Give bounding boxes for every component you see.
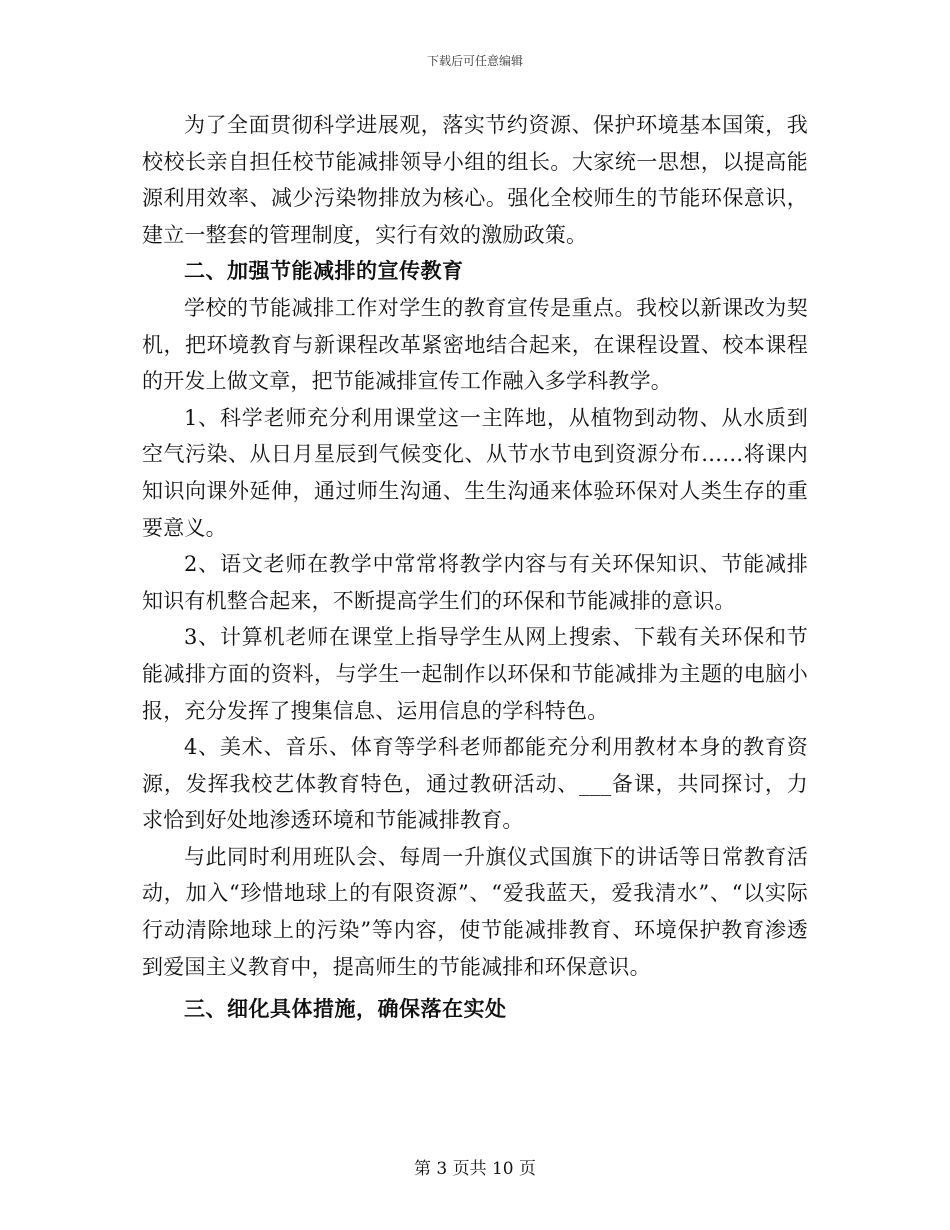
- paragraph-activities: 与此同时利用班队会、每周一升旗仪式国旗下的讲话等日常教育活动，加入“珍惜地球上的有限资源”、“爱我蓝天，爱我清水”、“以实际行动清除地球上的污染”等内容，使节能减排教育、环境保护教育渗透到爱国主义教育中，提高师生的节能减排和环保意识。: [142, 844, 808, 979]
- paragraph-publicity: 学校的节能减排工作对学生的教育宣传是重点。我校以新课改为契机，把环境教育与新课程改革紧密地结合起来，在课程设置、校本课程的开发上做文章，把节能减排宣传工作融入多学科教学。: [142, 295, 808, 394]
- paragraph-item-4: 4、美术、音乐、体育等学科老师都能充分利用教材本身的教育资源，发挥我校艺体教育特色，通过教研活动、___备课，共同探讨，力求恰到好处地渗透环境和节能减排教育。: [142, 735, 808, 833]
- page-footer: 第 3 页共 10 页: [413, 1159, 537, 1179]
- paragraph-item-2: 2、语文老师在教学中常常将教学内容与有关环保知识、节能减排知识有机整合起来，不断提高学生们的环保和节能减排的意识。: [142, 552, 808, 613]
- paragraph-item-1: 1、科学老师充分利用课堂这一主阵地，从植物到动物、从水质到空气污染、从日月星辰到气候变化、从节水节电到资源分布……将课内知识向课外延伸，通过师生沟通、生生沟通来体验环保对人类生存的重要意义。: [142, 405, 808, 540]
- paragraph-item-3: 3、计算机老师在课堂上指导学生从网上搜索、下载有关环保和节能减排方面的资料，与学生一起制作以环保和节能减排为主题的电脑小报，充分发挥了搜集信息、运用信息的学科特色。: [142, 625, 808, 723]
- page-header: 下载后可任意编辑: [426, 54, 523, 68]
- document-body: [142, 107, 808, 1028]
- section-heading-3: 三、细化具体措施，确保落在实处: [184, 997, 507, 1022]
- paragraph-intro: 为了全面贯彻科学进展观，落实节约资源、保护环境基本国策，我校校长亲自担任校节能减排领导小组的组长。大家统一思想，以提高能源利用效率、减少污染物排放为核心。强化全校师生的节能环保意识，建立一整套的管理制度，实行有效的激励政策。: [142, 113, 808, 247]
- section-heading-2: 二、加强节能减排的宣传教育: [184, 259, 464, 284]
